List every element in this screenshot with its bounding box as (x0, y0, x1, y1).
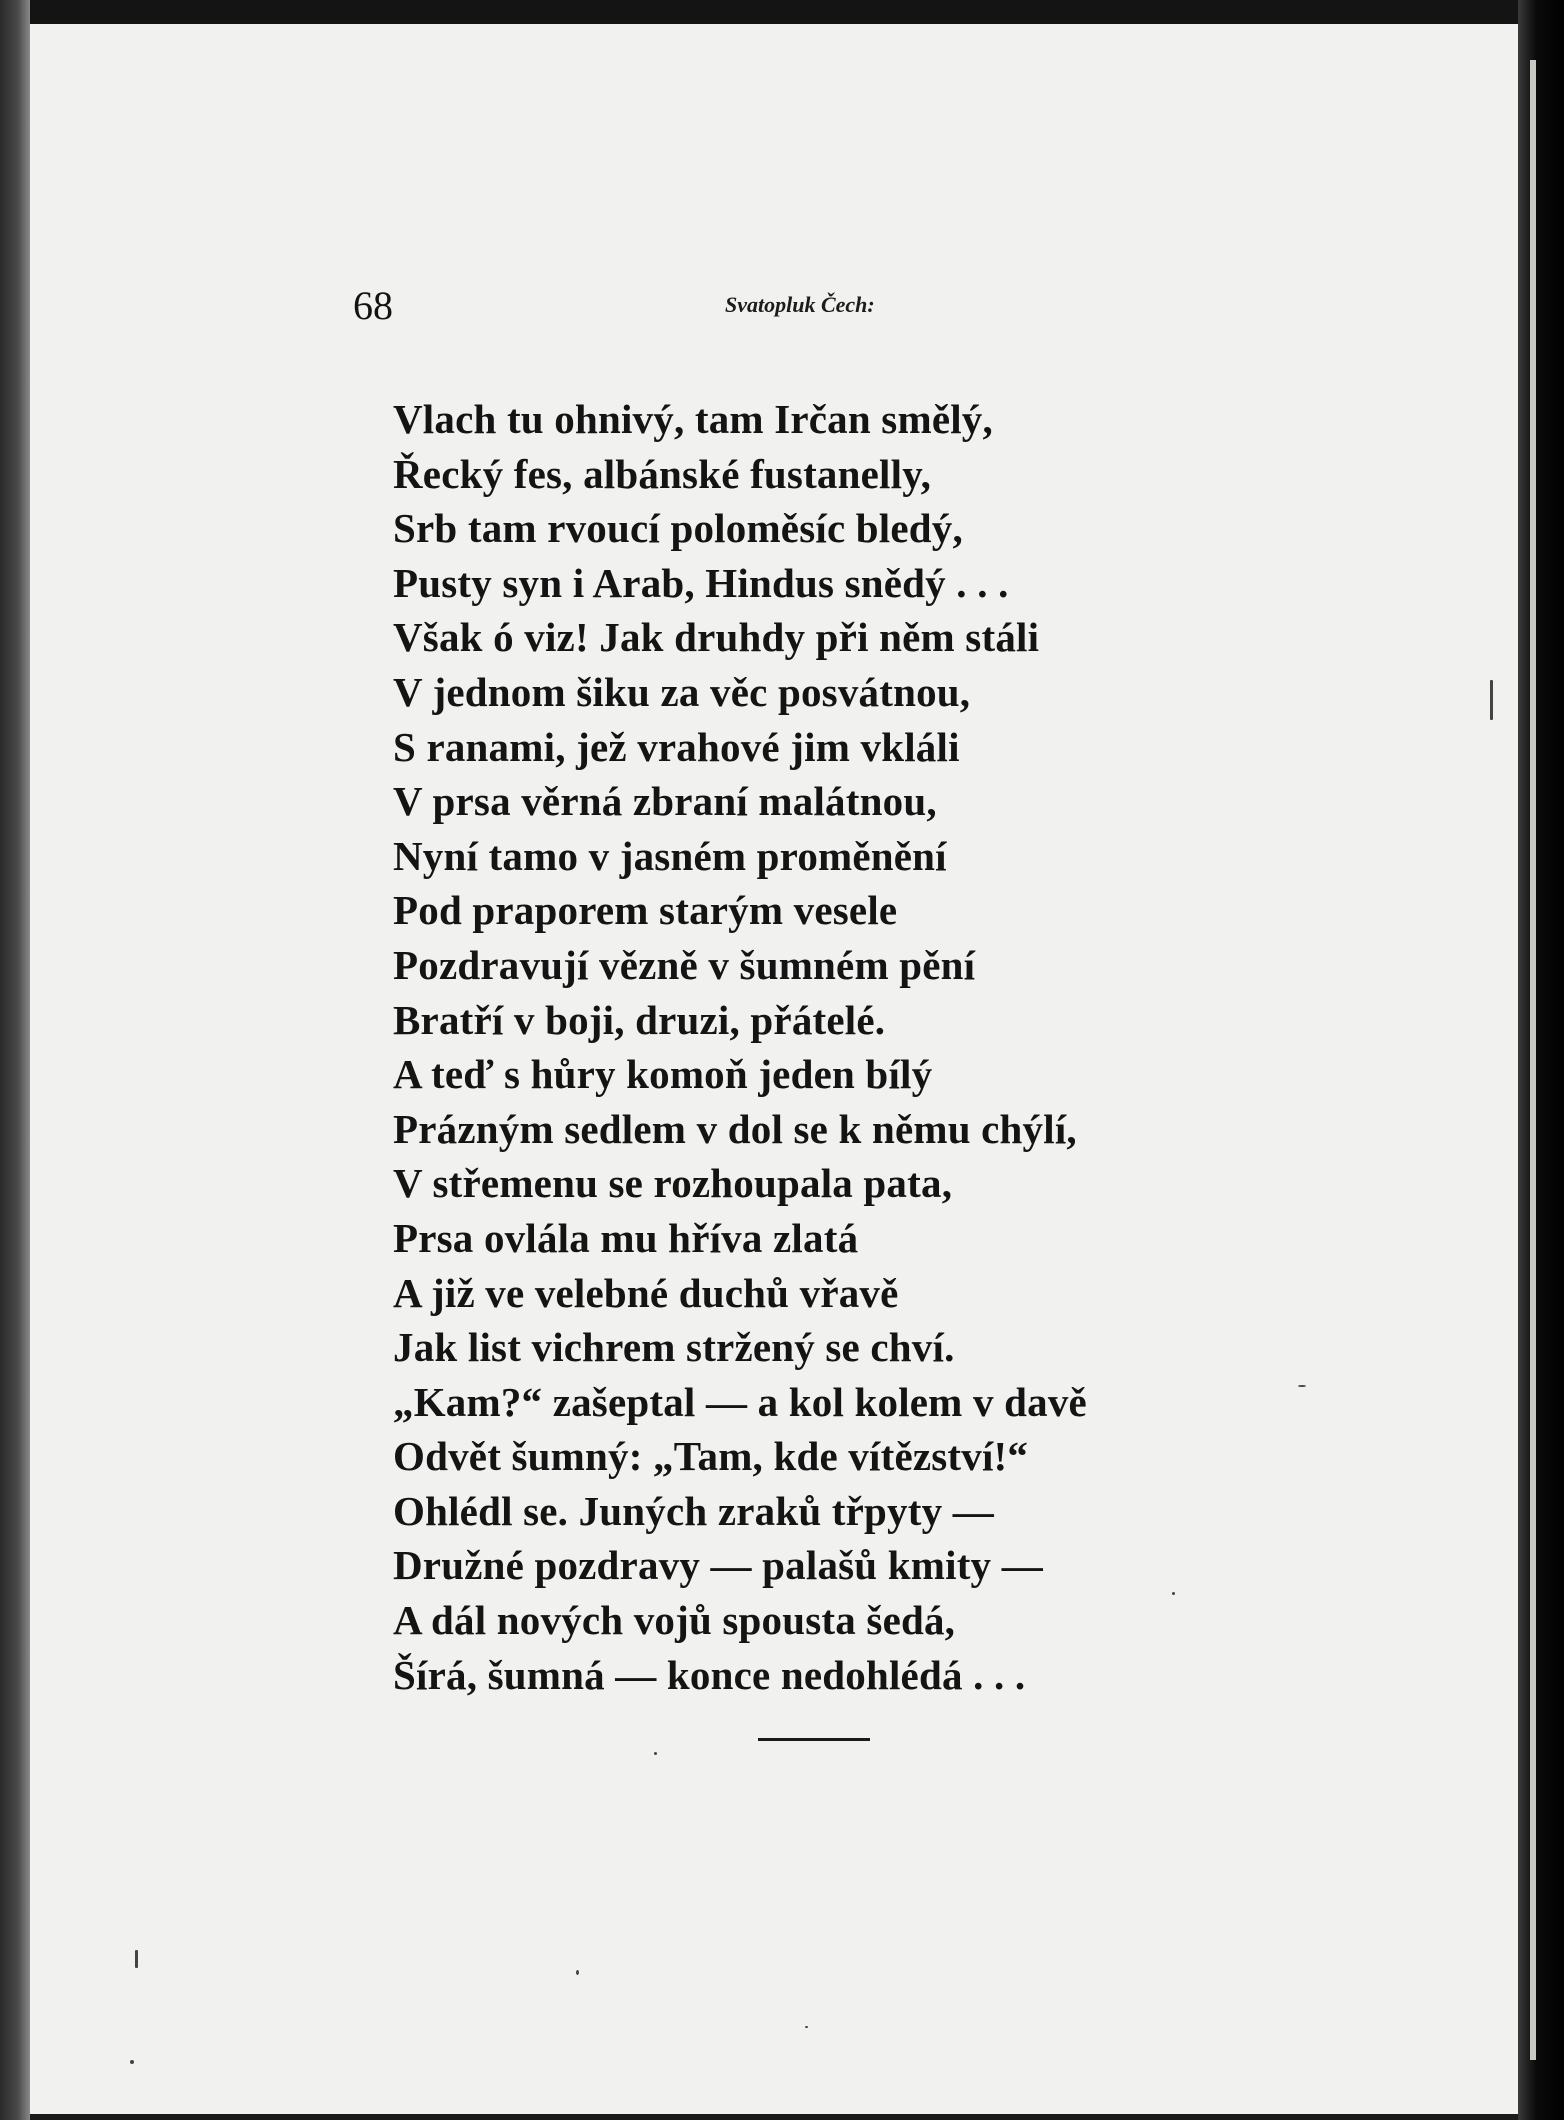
scan-speck (1172, 1592, 1175, 1595)
poem-line: V jednom šiku za věc posvátnou, (393, 668, 971, 715)
poem-line: V střemenu se rozhoupala pata, (393, 1160, 953, 1207)
poem-line: Řecký fes, albánské fustanelly, (393, 450, 932, 497)
poem-line: Pozdravují vězně v šumném pění (393, 941, 976, 988)
poem-line: A teď s hůry komoň jeden bílý (393, 1051, 933, 1098)
poem-line: Prázným sedlem v dol se k němu chýlí, (393, 1105, 1077, 1152)
poem-line: Nyní tamo v jasném proměnění (393, 832, 947, 879)
page-edge-gap (1530, 60, 1536, 2060)
poem-line: Družné pozdravy — palašů kmity — (393, 1542, 1043, 1589)
poem-line: Srb tam rvoucí poloměsíc bledý, (393, 505, 963, 552)
poem-line: A dál nových vojů spousta šedá, (393, 1597, 956, 1644)
poem-line: Prsa ovlála mu hříva zlatá (393, 1214, 859, 1261)
running-head: Svatopluk Čech: (725, 292, 875, 317)
poem-line: Pusty syn i Arab, Hindus snědý . . . (393, 559, 1009, 606)
end-rule (758, 1738, 870, 1741)
scan-speck (654, 1752, 657, 1755)
poem-line: Odvět šumný: „Tam, kde vítězství!“ (393, 1433, 1029, 1480)
poem-line: Pod praporem starým vesele (393, 887, 898, 934)
poem-line: Bratří v boji, druzi, přátelé. (393, 996, 886, 1043)
poem-text (393, 392, 1233, 1702)
scan-right-edge (1518, 0, 1564, 2120)
scan-speck (576, 1970, 579, 1975)
scan-left-edge (0, 0, 30, 2120)
poem-line: Šírá, šumná — konce nedohlédá . . . (393, 1651, 1026, 1698)
scan-speck (1298, 1385, 1306, 1387)
poem-line: V prsa věrná zbraní malátnou, (393, 778, 937, 825)
scan-speck (130, 2060, 134, 2064)
poem-line: Však ó viz! Jak druhdy při něm stáli (393, 614, 1040, 661)
poem-line: Jak list vichrem stržený se chví. (393, 1324, 955, 1371)
poem-line: „Kam?“ zašeptal — a kol kolem v davě (393, 1378, 1087, 1425)
page-number: 68 (353, 283, 393, 328)
poem-line: Vlach tu ohnivý, tam Irčan smělý, (393, 396, 993, 442)
scan-speck (135, 1950, 138, 1968)
page-header (353, 281, 1053, 331)
poem-line: A již ve velebné duchů vřavě (393, 1269, 899, 1316)
poem-line: Ohlédl se. Juných zraků třpyty — (393, 1487, 994, 1534)
scan-speck (1490, 680, 1493, 720)
scan-speck (805, 2026, 808, 2028)
poem-line: S ranami, jež vrahové jim vkláli (393, 723, 960, 770)
